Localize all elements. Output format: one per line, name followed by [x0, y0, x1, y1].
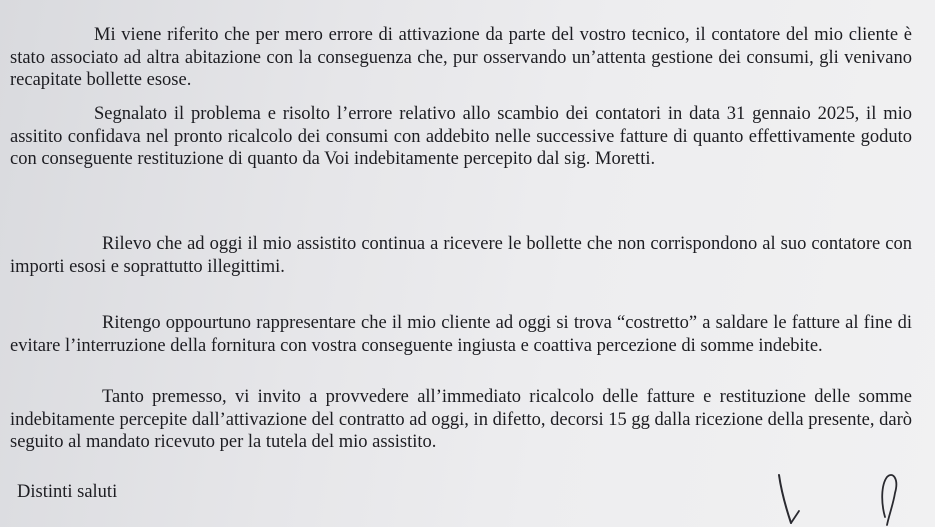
signature-strokes — [735, 467, 935, 527]
paragraph-2-text: Segnalato il problema e risolto l’errore relativo allo scambio dei contatori in data 31 gennaio 2025, il mio assitito confidava nel pronto ricalcolo dei consumi con addebito nelle successive fatture di quanto effettivamente goduto con conseguente restituzione di quanto da Voi indebitamente percepito dal sig. Moretti. — [10, 104, 912, 169]
closing-salutation: Distinti saluti — [17, 482, 118, 502]
signature-stroke-2 — [791, 511, 799, 523]
paragraph-1-text: Mi viene riferito che per mero errore di attivazione da parte del vostro tecnico, il contatore del mio cliente è stato associato ad altra abitazione con la conseguenza che, pur osservando un’attenta gestione dei consumi, gli venivano recapitate bollette esose. — [10, 25, 912, 90]
paragraph-3-text: Rilevo che ad oggi il mio assistito continua a ricevere le bollette che non corrispondono al suo contatore con importi esosi e soprattutto illegittimi. — [10, 234, 912, 277]
paragraph-2 — [10, 103, 912, 171]
paragraph-5 — [10, 386, 912, 454]
paragraph-4-text: Ritengo oppourtuno rappresentare che il mio cliente ad oggi si trova “costretto” a saldare le fatture al fine di evitare l’interruzione della fornitura con vostra conseguente ingiusta e coattiva percezione di somme indebite. — [10, 313, 912, 356]
paragraph-1 — [10, 24, 912, 92]
paragraph-5-text: Tanto premesso, vi invito a provvedere all’immediato ricalcolo delle fatture e restituzione delle somme indebitamente percepite dall’attivazione del contratto ad oggi, in difetto, decorsi 15 gg dalla ricezione della presente, darò seguito al mandato ricevuto per la tutela del mio assistito. — [10, 387, 912, 452]
paragraph-4 — [10, 312, 912, 357]
signature-stroke-3 — [882, 475, 896, 525]
signature-stroke-1 — [779, 475, 791, 523]
paragraph-3 — [10, 233, 912, 278]
